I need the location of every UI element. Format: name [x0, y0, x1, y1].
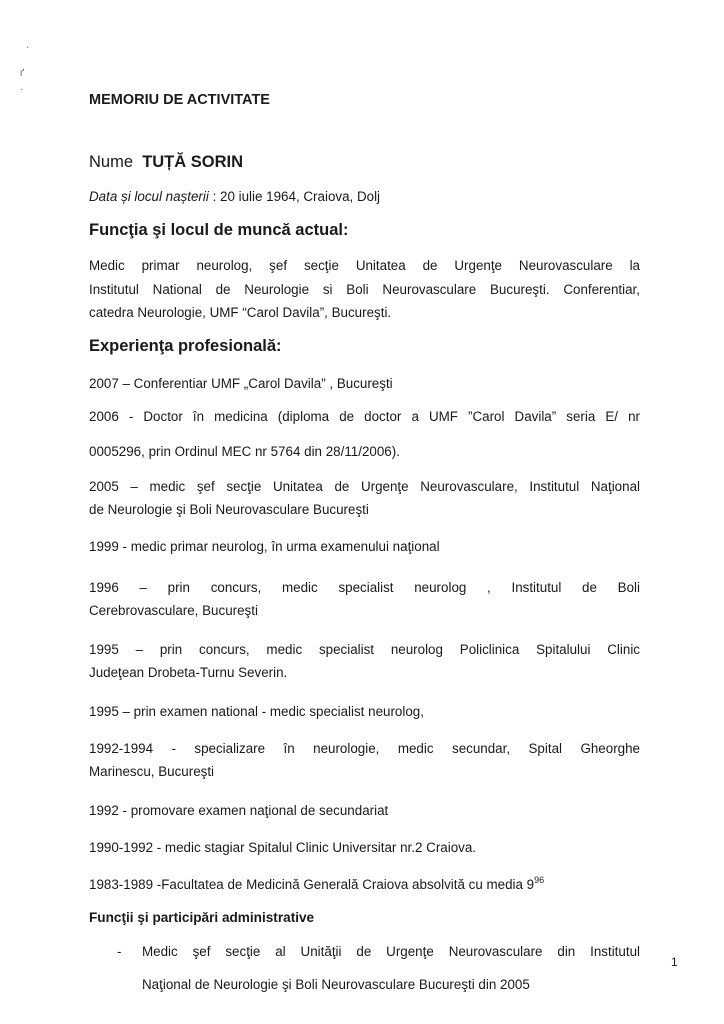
education-text: 1983-1989 -Facultatea de Medicină Generală Craiova absolvită cu media 9 — [89, 877, 535, 892]
experience-item: 1999 - medic primar neurolog, în urma examenului naţional — [89, 539, 440, 554]
experience-item: 2007 – Conferentiar UMF „Carol Davila” , Bucureşti — [89, 376, 393, 391]
experience-item: 2006 - Doctor în medicina (diploma de doctor a UMF ”Carol Davila” seria E/ nr — [89, 409, 640, 424]
name-value: TUȚĂ SORIN — [142, 153, 244, 171]
name-line — [89, 154, 640, 170]
scan-speck: ґ — [20, 68, 25, 79]
experience-item: 0005296, prin Ordinul MEC nr 5764 din 28/11/2006). — [89, 444, 400, 459]
experience-heading: Experienţa profesională: — [89, 337, 282, 355]
scan-speck: · — [20, 84, 24, 95]
current-position-line: Medic primar neurolog, şef secţie Unitatea de Urgenţe Neurovasculare la — [89, 258, 640, 273]
current-position-line: catedra Neurologie, UMF “Carol Davila”, Bucureşti. — [89, 305, 392, 320]
scan-speck: · — [26, 42, 30, 53]
experience-item-cont: Cerebrovasculare, Bucureşti — [89, 603, 258, 618]
education-line — [89, 877, 640, 893]
document-title: MEMORIU DE ACTIVITATE — [89, 92, 270, 108]
current-position-heading: Funcţia şi locul de muncă actual: — [89, 221, 349, 239]
experience-item: 1992 - promovare examen naţional de secundariat — [89, 803, 389, 818]
current-position-line: Institutul National de Neurologie si Boli Neurovasculare Bucureşti. Conferentiar, — [89, 282, 640, 297]
admin-line: Naţional de Neurologie şi Boli Neurovasculare Bucureşti din 2005 — [142, 977, 530, 992]
admin-heading: Funcţii şi participări administrative — [89, 910, 315, 925]
experience-item-cont: de Neurologie şi Boli Neurovasculare Bucureşti — [89, 502, 369, 517]
birth-value: : 20 iulie 1964, Craiova, Dolj — [212, 189, 381, 204]
experience-item: 1995 – prin examen national - medic specialist neurolog, — [89, 704, 424, 719]
birth-label: Data și locul nașterii — [89, 189, 209, 204]
experience-item-cont: Marinescu, Bucureşti — [89, 764, 215, 779]
bullet-dash: - — [117, 944, 122, 959]
education-grade-superscript: 96 — [534, 875, 545, 885]
experience-item: 2005 – medic şef secţie Unitatea de Urgenţe Neurovasculare, Institutul Naţional — [89, 479, 640, 494]
admin-line: Medic şef secţie al Unităţii de Urgenţe Neurovasculare din Institutul — [142, 944, 640, 959]
name-label: Nume — [89, 153, 134, 171]
birth-line — [89, 189, 640, 205]
experience-item: 1996 – prin concurs, medic specialist neurolog , Institutul de Boli — [89, 580, 640, 595]
page-number: 1 — [671, 955, 678, 969]
experience-item: 1995 – prin concurs, medic specialist neurolog Policlinica Spitalului Clinic — [89, 642, 640, 657]
experience-item: 1990-1992 - medic stagiar Spitalul Clinic Universitar nr.2 Craiova. — [89, 840, 477, 855]
experience-item-cont: Judeţean Drobeta-Turnu Severin. — [89, 665, 288, 680]
experience-item: 1992-1994 - specializare în neurologie, medic secundar, Spital Gheorghe — [89, 741, 640, 756]
